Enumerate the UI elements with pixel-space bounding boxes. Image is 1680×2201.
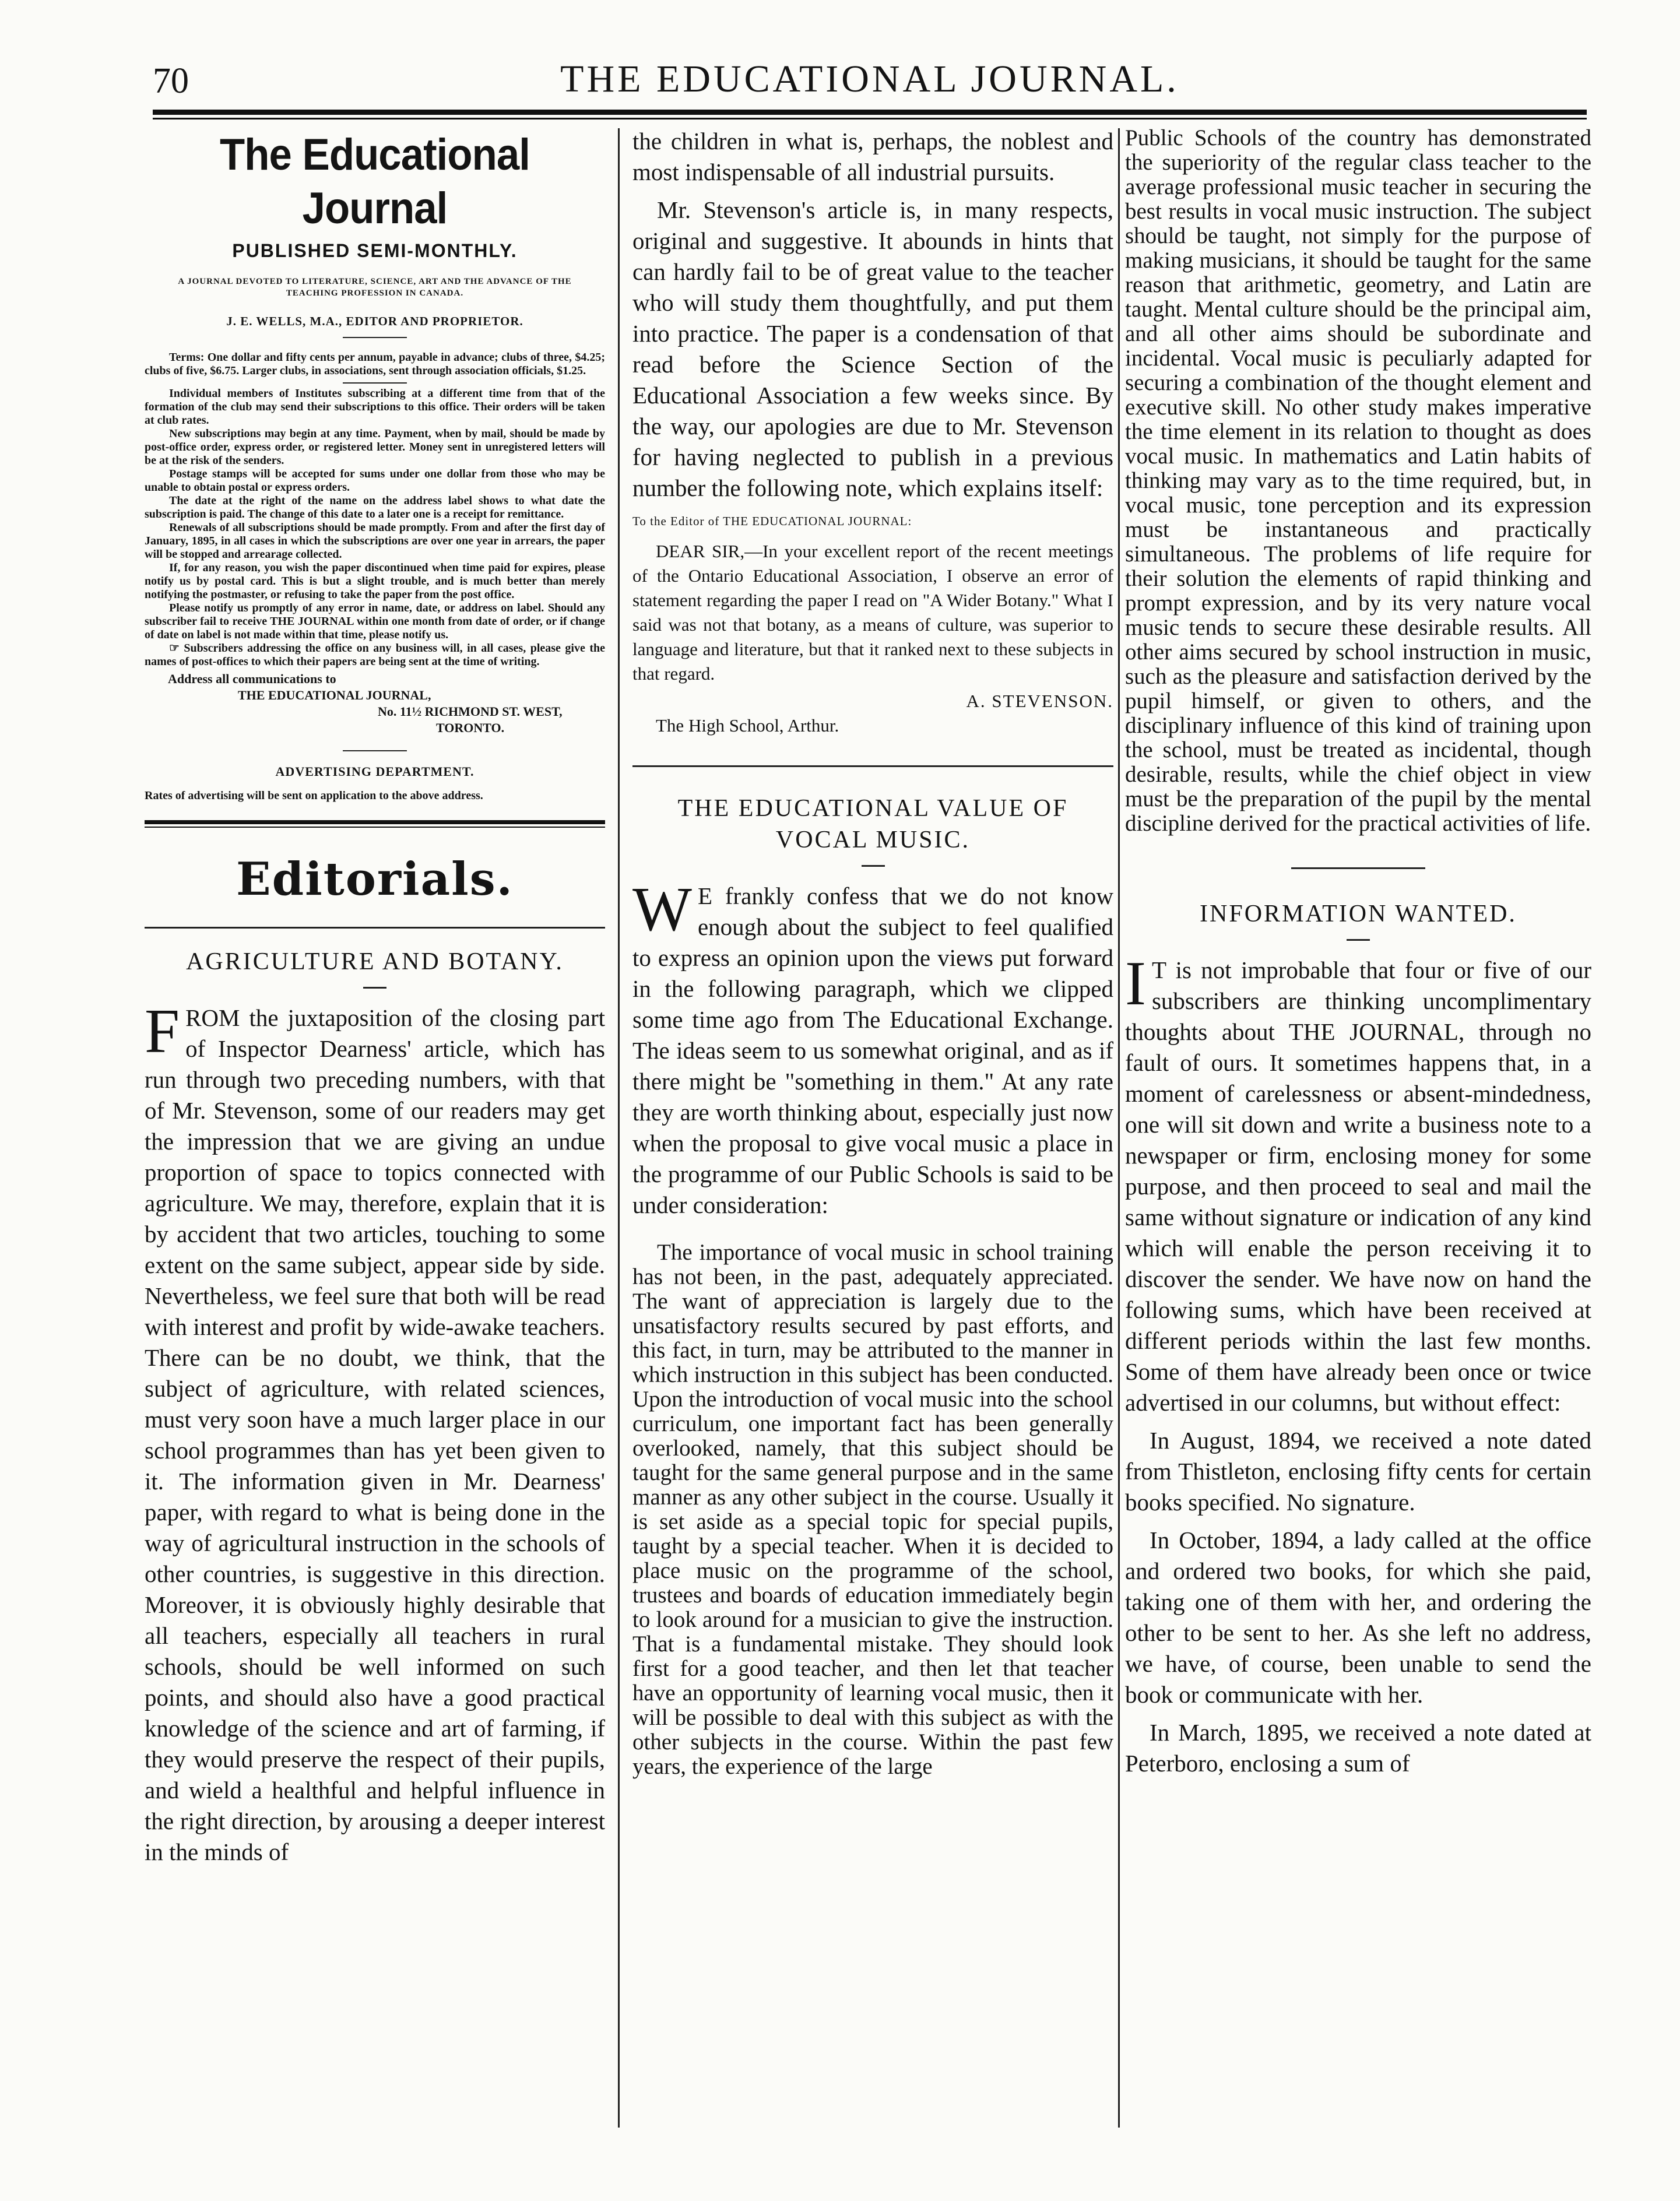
terms-paragraph: Renewals of all subscriptions should be made promptly. From and after the first day of January, 1895, in all cases in which the subscriptions are over one year in arrears, the paper will be stopped and arrearage collected. bbox=[145, 521, 605, 561]
drop-cap: F bbox=[145, 997, 180, 1066]
address-rule bbox=[343, 750, 407, 751]
terms-paragraph: Please notify us promptly of any error in name, date, or address on label. Should any subscriber fail to receive THE JOURNAL within one month from date of order, or if change of date on label is not made within that time, please notify us. bbox=[145, 602, 605, 641]
editorials-rule bbox=[145, 820, 605, 829]
address-name: THE EDUCATIONAL JOURNAL, bbox=[238, 688, 431, 702]
advertising-text: Rates of advertising will be sent on application to the above address. bbox=[145, 789, 483, 802]
vocal-quote: The importance of vocal music in school training has not been, in the past, adequately appreciated. The want of appreciation is largely due to the unsatisfactory results secured by past efforts, and this fact, in turn, may be attributed to the manner in which instruction in this subject has been conducted. Upon the introduction of vocal music into the school curriculum, one important fact has been generally overlooked, namely, that this subject should be taught for the same general purpose and in the same manner as any other subject in the course. Usually it is set aside as a special topic for special pupils, taught by a special teacher. When it is decided to place music on the programme of the school, trustees and boards of education immediately begin to look around for a musician to give the instruction. That is a fundamental mistake. They should look first for a good teacher, and then let that teacher have an opportunity of learning vocal music, then it will be possible to deal with this subject as with the other subjects in the course. Within the past few years, the experience of the large bbox=[632, 1240, 1113, 1779]
section-rule bbox=[1291, 867, 1425, 869]
terms-paragraph: New subscriptions may begin at any time. Payment, when by mail, should be made by post-office order, express order, or registered letter. Money sent in unregistered letters will be at the risk of the senders. bbox=[145, 427, 605, 467]
letter-address: The High School, Arthur. bbox=[656, 715, 839, 736]
section-rule bbox=[632, 765, 1113, 767]
editorials-heading: Editorials. bbox=[236, 853, 514, 906]
section-rule bbox=[145, 927, 605, 929]
terms-paragraph: If, for any reason, you wish the paper discontinued when time paid for expires, please notify us by postal card. This is but a slight trouble, and is much better than merely notifying the postmaster, or refusing to take the paper from the post office. bbox=[145, 561, 605, 601]
lead-word: T bbox=[1151, 957, 1166, 983]
drop-cap: W bbox=[632, 875, 692, 944]
agriculture-paragraph-2: Mr. Stevenson's article is, in many respects, original and suggestive. It abounds in hints that can hardly fail to be of great value to the teacher who will study them thoughtfully, and put them into practice. The paper is a condensation of that read before the Science Section of the Educational Association a few weeks since. By the way, our apologies are due to Mr. Stevenson for having neglected to publish in a previous number the following note, which explains itself: bbox=[632, 196, 1113, 501]
running-title: THE EDUCATIONAL JOURNAL. bbox=[560, 58, 1179, 100]
agriculture-heading: AGRICULTURE AND BOTANY. bbox=[186, 948, 564, 975]
terms-paragraph: Postage stamps will be accepted for sums under one dollar from those who may be unable to obtain postal or express orders. bbox=[145, 467, 605, 494]
info-paragraph-4: In March, 1895, we received a note dated at Peterboro, enclosing a sum of bbox=[1125, 1719, 1591, 1777]
address-street: No. 11½ RICHMOND ST. WEST, bbox=[378, 704, 563, 719]
info-paragraph-3: In October, 1894, a lady called at the office and ordered two books, for which she paid, taking one of them with her, and ordering the other to be sent to her. As she left no address, we have, of course, been unable to send the book or communicate with her. bbox=[1125, 1527, 1591, 1708]
agriculture-continued: the children in what is, perhaps, the noblest and most indispensable of all industrial pursuits. bbox=[632, 128, 1113, 185]
terms-paragraph: ☞ Subscribers addressing the office on any business will, in all cases, please give the names of post-offices to which their papers are being sent at the time of writing. bbox=[145, 642, 605, 668]
lead-word: E bbox=[697, 882, 712, 909]
page-number: 70 bbox=[153, 61, 189, 101]
masthead-editor: J. E. WELLS, M.A., EDITOR AND PROPRIETOR. bbox=[226, 314, 523, 328]
terms-paragraph: Individual members of Institutes subscribing at a different time from that of the formation of the club may send their subscriptions to this office. Their orders will be taken at club rates. bbox=[145, 387, 605, 427]
header-rule bbox=[153, 110, 1587, 120]
lead-word: ROM bbox=[185, 1004, 240, 1031]
terms-paragraph: The date at the right of the name on the address label shows to what date the subscription is paid. The change of this date to a later one is a receipt for remittance. bbox=[145, 494, 605, 521]
address-intro: Address all communications to bbox=[168, 671, 336, 686]
column-2 bbox=[632, 128, 1113, 1779]
masthead-description: A JOURNAL DEVOTED TO LITERATURE, SCIENCE, ART AND THE ADVANCE OF THE TEACHING PROFESSION IN CANADA. bbox=[178, 277, 572, 298]
letter-signature: A. STEVENSON. bbox=[966, 691, 1113, 711]
heading-dash bbox=[363, 987, 386, 989]
vocal-intro-text: frankly confess that we do not know enough about the subject to feel qualified to express an opinion upon the views put forward in the following paragraph, which we clipped some time ago from The Educational Exchange. The ideas seem to us somewhat original, and as if there might be "something in them." At any rate they are worth thinking about, especially just now when the proposal to give vocal music a place in the programme of our Public Schools is said to be under consideration: bbox=[632, 882, 1113, 1218]
info-heading: INFORMATION WANTED. bbox=[1200, 901, 1517, 927]
masthead-subtitle: PUBLISHED SEMI-MONTHLY. bbox=[232, 240, 518, 261]
info-text: is not improbable that four or five of our subscribers are thinking uncomplimentary thoughts about THE JOURNAL, through no fault of ours. It sometimes happens that, in a moment of carelessness or absent-mindedness, one will sit down and write a business note to a newspaper or firm, enclosing money for some purpose, and then proceed to seal and mail the same without signature or indication of any kind which will enable the person receiving it to discover the sender. We have now on hand the following sums, which have been received at different periods within the last few months. Some of them have already been once or twice advertised in our columns, but without effect: bbox=[1125, 957, 1592, 1416]
drop-cap: I bbox=[1125, 949, 1146, 1018]
terms-rule bbox=[343, 382, 407, 384]
terms-paragraph: Terms: One dollar and fifty cents per annum, payable in advance; clubs of three, $4.25; clubs of five, $6.75. Larger clubs, in associations, sent through association officials, $1.25. bbox=[145, 351, 605, 377]
vocal-heading: THE EDUCATIONAL VALUE OF VOCAL MUSIC. bbox=[677, 795, 1069, 853]
column-1 bbox=[145, 128, 605, 1868]
column-3 bbox=[1125, 125, 1592, 1779]
info-paragraph-1 bbox=[1125, 949, 1592, 1418]
column-divider-2 bbox=[1118, 128, 1120, 2128]
advertising-heading: ADVERTISING DEPARTMENT. bbox=[275, 764, 475, 779]
vocal-intro bbox=[632, 875, 1113, 1221]
info-paragraph-2: In August, 1894, we received a note dated from Thistleton, enclosing fifty cents for certain books specified. No signature. bbox=[1125, 1427, 1591, 1516]
column-divider-1 bbox=[618, 128, 620, 2128]
heading-dash bbox=[862, 865, 885, 867]
agriculture-paragraph bbox=[145, 997, 605, 1868]
heading-dash bbox=[1347, 939, 1370, 941]
letter-body: DEAR SIR,—In your excellent report of the recent meetings of the Ontario Educational Association, I observe an error of statement regarding the paper I read on "A Wider Botany." What I said was not that botany, as a means of culture, was superior to language and literature, but that it ranked next to these subjects in that regard. bbox=[632, 541, 1113, 684]
masthead-title: The Educational Journal bbox=[220, 130, 530, 233]
masthead-rule bbox=[343, 337, 407, 338]
running-head bbox=[153, 57, 1587, 104]
subscription-terms bbox=[145, 351, 605, 669]
letter-heading: To the Editor of THE EDUCATIONAL JOURNAL: bbox=[632, 514, 912, 528]
agriculture-text: the juxtaposition of the closing part of Inspector Dearness' article, which has run through two preceding numbers, with that of Mr. Stevenson, some of our readers may get the impression that we are giving an undue proportion of space to topics connected with agriculture. We may, therefore, explain that it is by accident that two articles, touching to some extent on the same subject, appear side by side. Nevertheless, we feel sure that both will be read with interest and profit by wide-awake teachers. There can be no doubt, we think, that the subject of agriculture, with related sciences, must very soon have a much larger place in our school programmes than has yet been given to it. The information given in Mr. Dearness' paper, with regard to what is being done in the way of agricultural instruction in the schools of other countries, is suggestive in this direction. Moreover, it is obviously highly desirable that all teachers, especially all teachers in rural schools, should be well informed on such points, and should also have a good practical knowledge of the science and art of farming, if they would preserve the respect of their pupils, and wield a healthful and helpful influence in the right direction, by arousing a deeper interest in the minds of bbox=[145, 1004, 605, 1865]
address-city: TORONTO. bbox=[436, 720, 505, 735]
vocal-quote-continued: Public Schools of the country has demonstrated the superiority of the regular class teacher to the average professional music teacher in securing the best results in vocal music instruction. The subject should be taught, not simply for the purpose of making musicians, it should be taught for the same reason that arithmetic, geometry, and Latin are taught. Mental culture should be the principal aim, and all other aims should be subordinate and incidental. Vocal music is peculiarly adapted for securing a combination of the thought element and executive skill. No other study makes imperative the time element in its relation to thought as does vocal music. In mathematics and Latin habits of thinking may vary as to the time required, but, in vocal music, tone perception and its expression must be instantaneous and practically simultaneous. The problems of life require for their solution the elements of rapid thinking and prompt expression, and by its very nature vocal music tends to secure these desirable results. All other aims secured by school instruction in music, such as the pleasure and satisfaction derived by the pupil himself, or given to others, and the disciplinary influence of this kind of training upon the school, must be treated as incidental, though desirable, results, while the chief object in view must be the preparation of the pupil by the mental discipline derived for the practical activities of life. bbox=[1125, 125, 1591, 836]
